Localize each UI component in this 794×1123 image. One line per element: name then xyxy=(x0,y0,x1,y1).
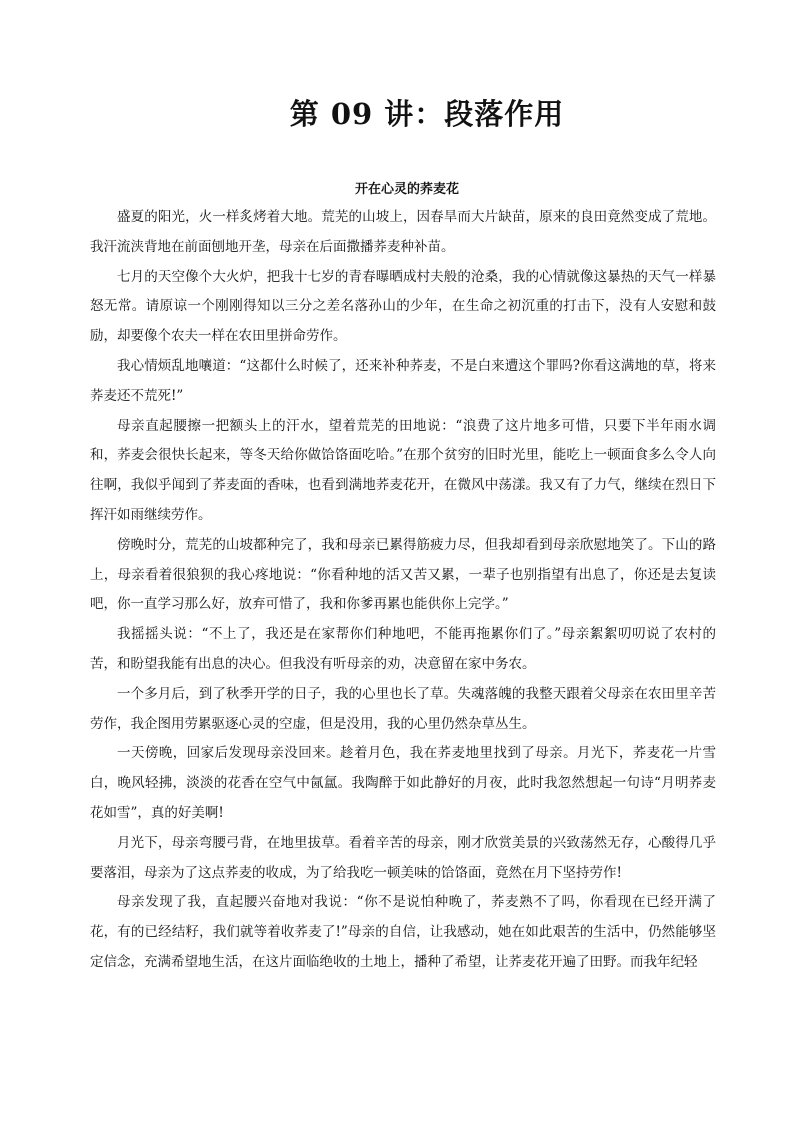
article-body xyxy=(90,203,716,978)
article-title: 开在心灵的荞麦花 xyxy=(354,182,459,197)
paragraph-8: 一天傍晚，回家后发现母亲没回来。趁着月色，我在荞麦地里找到了母亲。月光下，荞麦花一片雪白，晚风轻拂，淡淡的花香在空气中氤氲。我陶醉于如此静好的月夜，此时我忽然想起一句诗“月明荞麦花如雪”，真的好美啊! xyxy=(90,745,716,821)
paragraph-4: 母亲直起腰擦一把额头上的汗水，望着荒芜的田地说：“浪费了这片地多可惜，只要下半年雨水调和，荞麦会很快长起来，等冬天给你做饸饹面吃哈。”在那个贫穷的旧时光里，能吃上一顿面食多么令人向往啊，我似乎闻到了荞麦面的香味，也看到满地荞麦花开，在微风中荡漾。我又有了力气，继续在烈日下挥汗如雨继续劳作。 xyxy=(90,417,716,523)
paragraph-2: 七月的天空像个大火炉，把我十七岁的青春曝晒成村夫般的沧桑，我的心情就像这暴热的天气一样暴怒无常。请原谅一个刚刚得知以三分之差名落孙山的少年，在生命之初沉重的打击下，没有人安慰和鼓励，却要像个农夫一样在农田里拼命劳作。 xyxy=(90,268,716,345)
paragraph-9: 月光下，母亲弯腰弓背，在地里拔草。看着辛苦的母亲，刚才欣赏美景的兴致荡然无存，心酸得几乎要落泪，母亲为了这点荞麦的收成，为了给我吃一顿美味的饸饹面，竟然在月下坚持劳作! xyxy=(90,834,716,881)
paragraph-1: 盛夏的阳光，火一样炙烤着大地。荒芜的山坡上，因春旱而大片缺苗，原来的良田竟然变成了荒地。我汗流浃背地在前面刨地开垄，母亲在后面撒播荞麦种补苗。 xyxy=(90,209,716,255)
paragraph-10: 母亲发现了我，直起腰兴奋地对我说：“你不是说怕种晚了，荞麦熟不了吗，你看现在已经开满了花，有的已经结籽，我们就等着收荞麦了!”母亲的自信，让我感动，她在如此艰苦的生活中，仍然能够坚定信念，充满希望地生活，在这片面临绝收的土地上，播种了希望，让荞麦花开遍了田野。而我年纪轻 xyxy=(90,894,716,970)
paragraph-3: 我心情烦乱地嚷道：“这都什么时候了，还来补种荞麦，不是白来遭这个罪吗?你看这满地的草，将来荞麦还不荒死!” xyxy=(90,357,716,404)
paragraph-7: 一个多月后，到了秋季开学的日子，我的心里也长了草。失魂落魄的我整天跟着父母亲在农田里辛苦劳作，我企图用劳累驱逐心灵的空虚，但是没用，我的心里仍然杂草丛生。 xyxy=(90,685,716,732)
lecture-title: 第 09 讲：段落作用 xyxy=(289,97,565,131)
paragraph-5: 傍晚时分，荒芜的山坡都种完了，我和母亲已累得筋疲力尽，但我却看到母亲欣慰地笑了。下山的路上，母亲看着很狼狈的我心疼地说：“你看种地的活又苦又累，一辈子也别指望有出息了，你还是去复读吧，你一直学习那么好，放弃可惜了，我和你爹再累也能供你上完学。” xyxy=(90,536,716,613)
paragraph-6: 我摇摇头说：“不上了，我还是在家帮你们种地吧，不能再拖累你们了。”母亲絮絮叨叨说了农村的苦，和盼望我能有出息的决心。但我没有听母亲的劝，决意留在家中务农。 xyxy=(90,626,716,672)
